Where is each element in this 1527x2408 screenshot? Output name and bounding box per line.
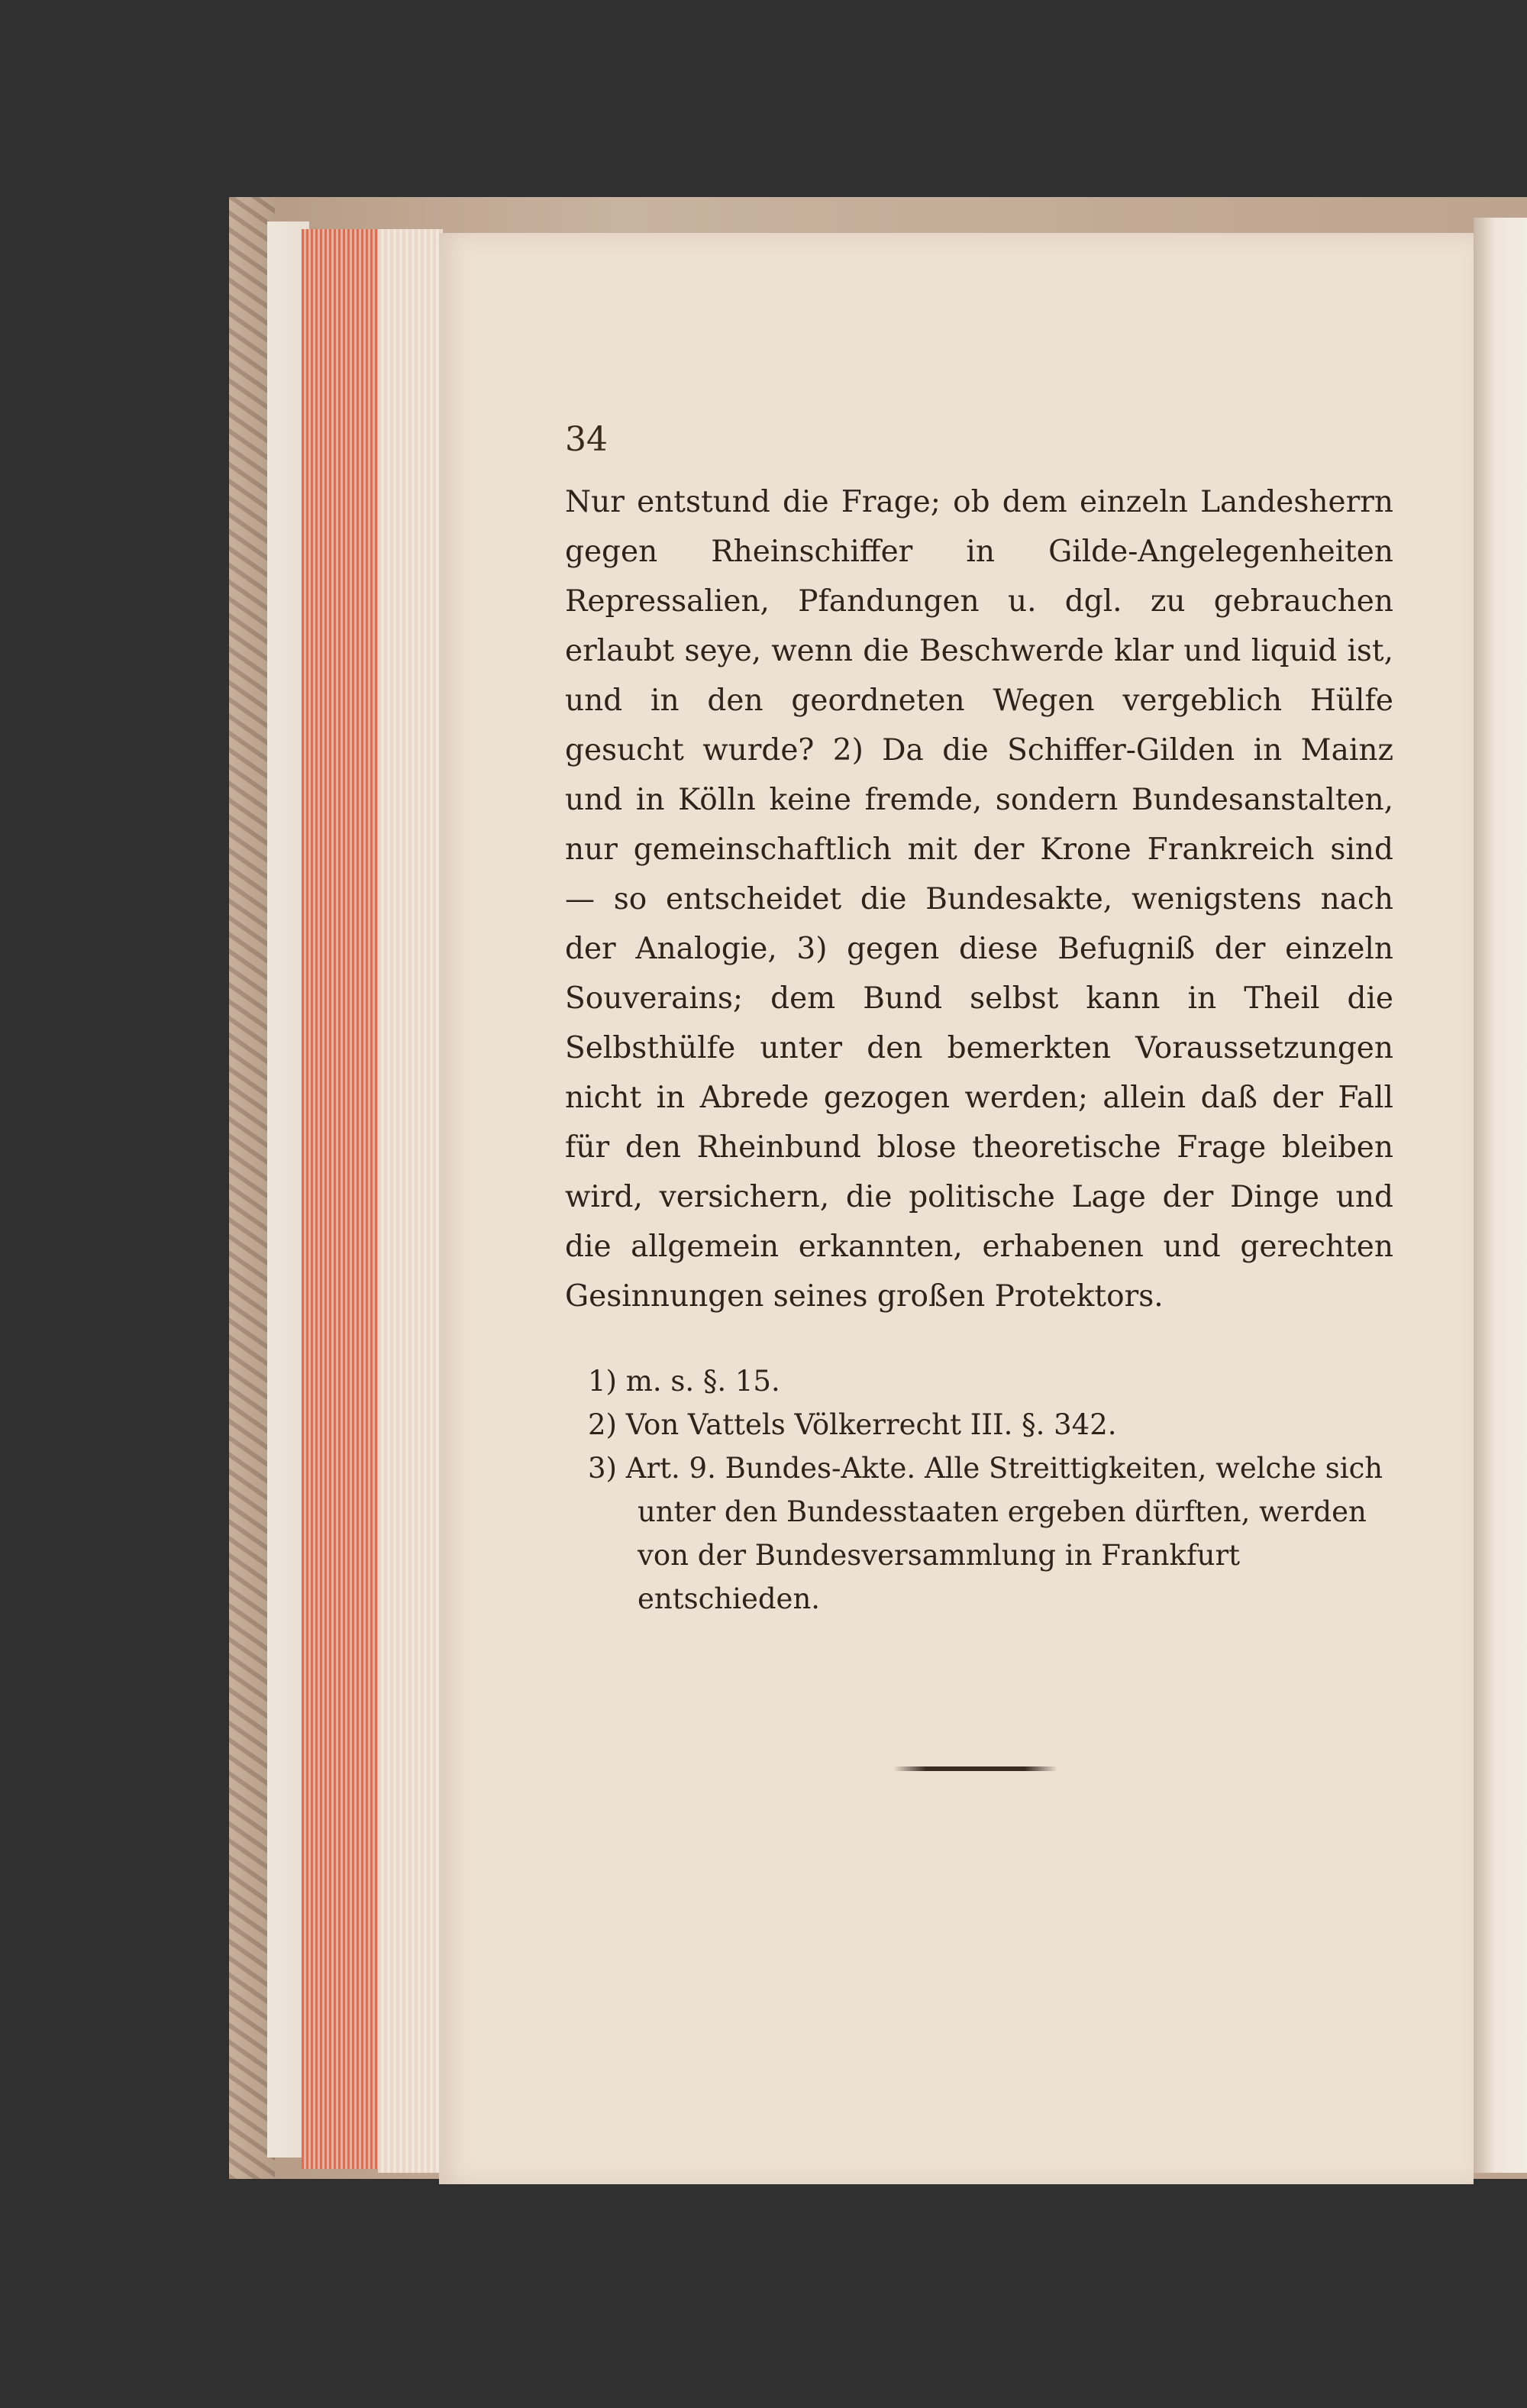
- end-rule: [893, 1766, 1057, 1771]
- page-number: 34: [565, 420, 608, 459]
- page-leaves: [378, 229, 443, 2173]
- red-page-edges: [302, 229, 382, 2169]
- footnote-1: 1) m. s. §. 15.: [588, 1365, 780, 1398]
- footnote-2: 2) Von Vattels Völkerrecht III. §. 342.: [588, 1408, 1117, 1441]
- facing-page-edge: [1474, 218, 1527, 2173]
- book-page: [439, 233, 1474, 2184]
- footnote-3: 3) Art. 9. Bundes-Akte. Alle Streittigkeiten, welche sich unter den Bundesstaaten ergeben dürften, werden von der Bundesversammlung in Frankfurt entschieden.: [588, 1452, 1383, 1615]
- footnote-list: [588, 1359, 1397, 1621]
- body-paragraph: Nur entstund die Frage; ob dem einzeln Landesherrn gegen Rheinschiffer in Gilde-Angelegenheiten Repressalien, Pfandungen u. dgl. zu gebrauchen erlaubt seye, wenn die Beschwerde klar und liquid ist, und in den geordneten Wegen vergeblich Hülfe gesucht wurde? 2) Da die Schiffer-Gilden in Mainz und in Kölln keine fremde, sondern Bundesanstalten, nur gemeinschaftlich mit der Krone Frankreich sind — so entscheidet die Bundesakte, wenigstens nach der Analogie, 3) gegen diese Befugniß der einzeln Souverains; dem Bund selbst kann in Theil die Selbsthülfe unter den bemerkten Voraussetzungen nicht in Abrede gezogen werden; allein daß der Fall für den Rheinbund blose theoretische Frage bleiben wird, versichern, die politische Lage der Dinge und die allgemein erkannten, erhabenen und gerechten Gesinnungen seines großen Protektors.: [565, 485, 1393, 1314]
